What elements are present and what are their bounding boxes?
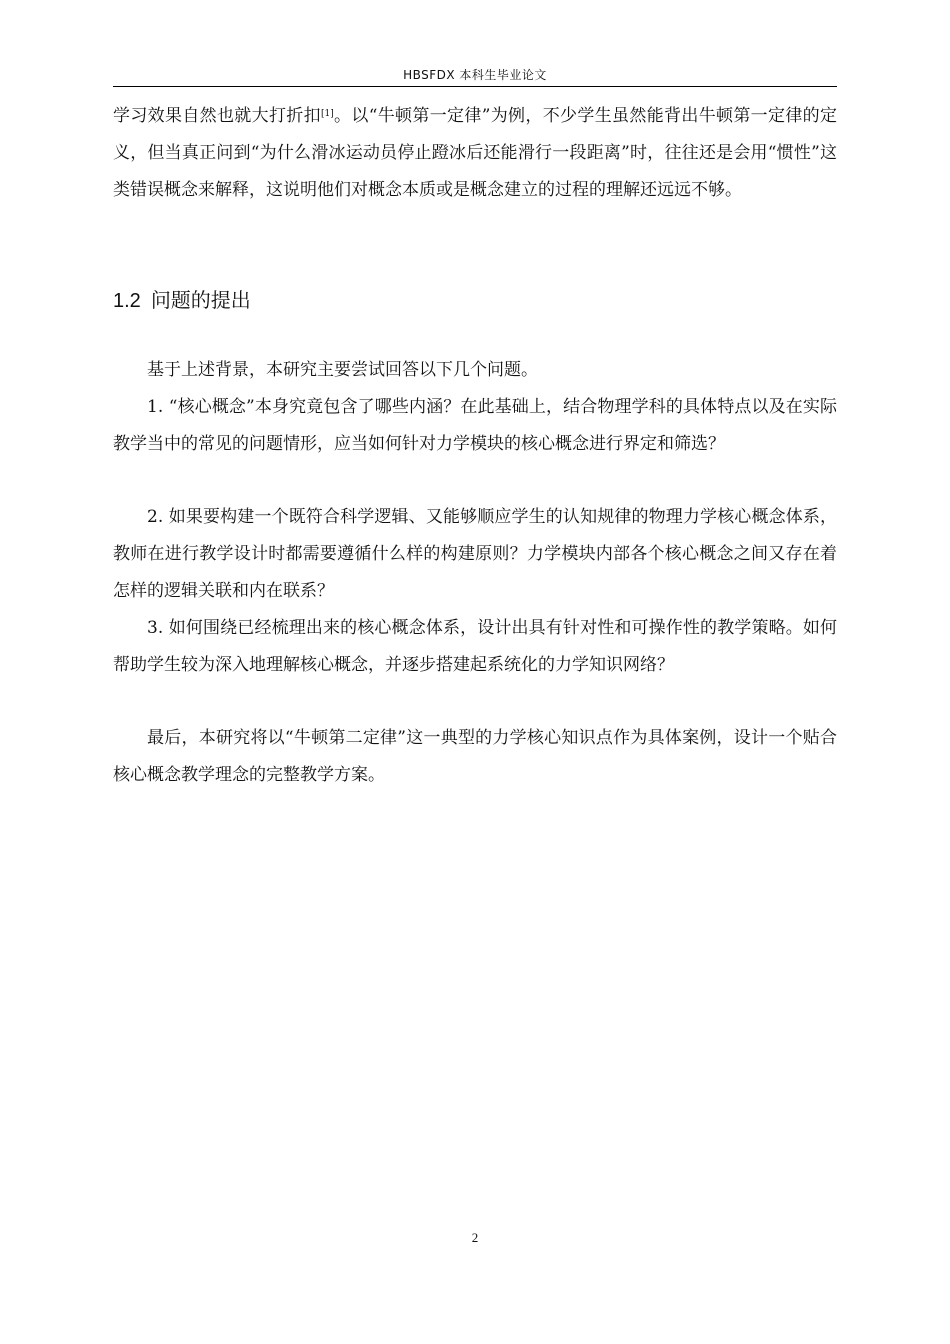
- paragraph-conclusion: 最后，本研究将以“牛顿第二定律”这一典型的力学核心知识点作为具体案例，设计一个贴合核心概念教学理念的完整教学方案。: [113, 728, 837, 785]
- running-header: HBSFDX 本科生毕业论文: [403, 68, 547, 82]
- section-title: 问题的提出: [150, 288, 251, 312]
- intro-text-end: 。以“牛顿第一定律”为例，不少学生虽然能背出牛顿第一定律的定义，但当真正问到“为什么滑冰运动员停止蹬冰后还能滑行一段距离”时，往往还是会用“惯性”这类错误概念来解释，这说明他们对概念本质或是概念建立的过程的理解还远远不够。: [113, 106, 837, 200]
- citation-reference[interactable]: [1]: [320, 109, 334, 119]
- header-rule: [113, 86, 837, 87]
- paragraph-question-3: 3. 如何围绕已经梳理出来的核心概念体系，设计出具有针对性和可操作性的教学策略。如何帮助学生较为深入地理解核心概念，并逐步搭建起系统化的力学知识网络？: [113, 618, 837, 675]
- paragraph-question-2: 2. 如果要构建一个既符合科学逻辑、又能够顺应学生的认知规律的物理力学核心概念体系，教师在进行教学设计时都需要遵循什么样的构建原则？力学模块内部各个核心概念之间又存在着怎样的逻辑关联和内在联系？: [113, 507, 837, 601]
- intro-text-start: 学习效果自然也就大打折扣: [113, 106, 321, 126]
- section-number: 1.2: [113, 290, 141, 312]
- section-heading: [113, 286, 251, 315]
- paragraph-question-1: 1. “核心概念”本身究竟包含了哪些内涵？在此基础上，结合物理学科的具体特点以及在实际教学当中的常见的问题情形，应当如何针对力学模块的核心概念进行界定和筛选？: [113, 397, 837, 454]
- paragraph-background: 基于上述背景，本研究主要尝试回答以下几个问题。: [147, 360, 538, 380]
- page-number: 2: [471, 1230, 479, 1245]
- intro-paragraph: [113, 98, 837, 208]
